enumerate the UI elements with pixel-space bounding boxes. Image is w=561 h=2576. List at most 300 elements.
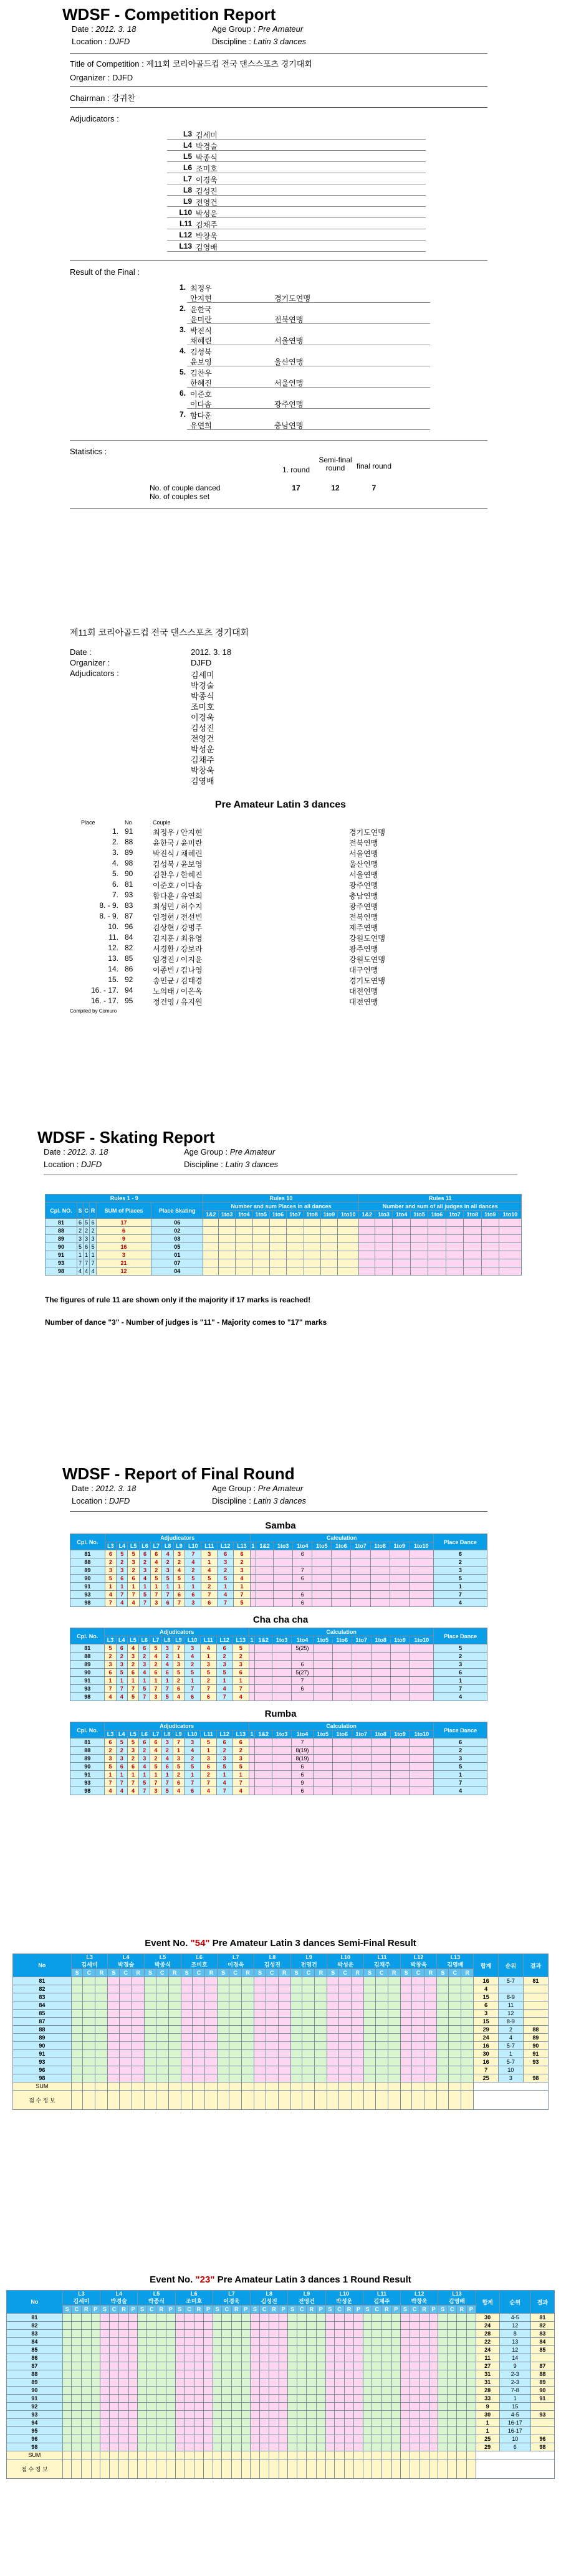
mark-cell bbox=[449, 2058, 461, 2066]
footer-cell bbox=[229, 2091, 242, 2110]
mark-cell bbox=[290, 2001, 302, 2010]
sum-places: 12 bbox=[96, 1267, 151, 1276]
rule11-cell bbox=[359, 1267, 375, 1276]
footer-cell bbox=[325, 2451, 335, 2459]
result-place: 3. bbox=[179, 325, 186, 334]
footer-cell bbox=[400, 2082, 412, 2091]
footer-cell bbox=[156, 2459, 166, 2479]
place-dance: 7 bbox=[433, 1591, 487, 1599]
footer-cell bbox=[278, 2091, 290, 2110]
mark-cell bbox=[204, 2378, 213, 2387]
mark-cell bbox=[352, 2058, 364, 2066]
mark-cell bbox=[352, 2001, 364, 2010]
calc-cell: 6 bbox=[292, 1771, 314, 1779]
rule11-cell bbox=[393, 1259, 410, 1267]
sum-places: 3 bbox=[96, 1251, 151, 1259]
mark-cell bbox=[400, 2058, 412, 2066]
judge-header: L6 bbox=[139, 1542, 150, 1550]
mark-cell bbox=[420, 2354, 429, 2362]
mark-cell bbox=[128, 2403, 138, 2411]
mark-cell bbox=[364, 1985, 376, 1993]
mark-cell bbox=[146, 2330, 156, 2338]
cpl-header: Cpl. No. bbox=[70, 1628, 105, 1644]
mark-cell bbox=[119, 2419, 129, 2427]
place-col-header: 1to6 bbox=[428, 1211, 446, 1219]
rule11-cell bbox=[499, 1235, 521, 1243]
mark-cell bbox=[168, 1977, 181, 1985]
mark-cell bbox=[71, 2074, 83, 2082]
judge-mark: 7 bbox=[173, 1644, 184, 1653]
mark-cell bbox=[241, 2403, 251, 2411]
mark-cell bbox=[109, 2427, 119, 2435]
result-cell bbox=[530, 2354, 554, 2362]
dance-col-header: S bbox=[71, 1969, 83, 1977]
ranking-club: 대전연맹 bbox=[349, 998, 378, 1006]
couple-no: 88 bbox=[7, 2370, 63, 2378]
mark-cell bbox=[185, 2387, 194, 2395]
rule11-cell bbox=[481, 1227, 499, 1235]
couple-no: 81 bbox=[7, 2314, 63, 2322]
mark-cell bbox=[100, 2435, 110, 2443]
judge-mark: 5 bbox=[185, 1575, 201, 1583]
mark-cell bbox=[288, 2338, 297, 2346]
mark-cell bbox=[344, 2395, 354, 2403]
footer-cell bbox=[307, 2459, 317, 2479]
mark-cell bbox=[325, 2435, 335, 2443]
ranking-place: 11. bbox=[108, 933, 118, 942]
mark-cell bbox=[410, 2354, 420, 2362]
judge-mark: 3 bbox=[105, 1661, 116, 1669]
mark-cell bbox=[269, 2346, 279, 2354]
mark-cell bbox=[242, 2001, 254, 2010]
rule11-cell bbox=[393, 1251, 410, 1259]
result-place: 6. bbox=[179, 389, 186, 398]
mark-cell bbox=[375, 1993, 388, 2001]
mark-cell bbox=[108, 1977, 120, 1985]
calc-cell bbox=[274, 1558, 293, 1567]
calc-cell bbox=[390, 1755, 410, 1763]
judge-mark: 1 bbox=[201, 1747, 216, 1755]
dance-header-row bbox=[70, 1534, 487, 1542]
dance-place: 1 bbox=[83, 1251, 89, 1259]
ranking-couple: 최정우 / 안지현 bbox=[153, 828, 203, 837]
mark-cell bbox=[279, 2330, 288, 2338]
mark-cell bbox=[352, 2010, 364, 2018]
place-header: Place Dance bbox=[434, 1722, 487, 1739]
mark-cell bbox=[241, 2346, 251, 2354]
mark-cell bbox=[461, 1985, 474, 1993]
dance-col-header: R bbox=[344, 2306, 354, 2314]
calc-col-header: 1to10 bbox=[410, 1730, 434, 1739]
mark-cell bbox=[175, 2314, 185, 2322]
judge-mark: 7 bbox=[216, 1693, 233, 1701]
mark-cell bbox=[120, 2066, 132, 2074]
mark-cell bbox=[297, 2427, 307, 2435]
calc-cell bbox=[352, 1787, 371, 1795]
result-partner: 이다솜 bbox=[190, 400, 212, 409]
calc-cell bbox=[272, 1644, 292, 1653]
rule11-cell bbox=[428, 1251, 446, 1259]
calc-cell: 6 bbox=[292, 1787, 314, 1795]
mark-cell bbox=[400, 2074, 412, 2082]
dance-col-header: R bbox=[231, 2306, 241, 2314]
mark-cell bbox=[213, 2354, 222, 2362]
calc-cell bbox=[274, 1550, 293, 1558]
judge-mark: 7 bbox=[173, 1599, 185, 1607]
rule11-cell bbox=[375, 1235, 392, 1243]
calculation-header: Calculation bbox=[250, 1534, 433, 1542]
mark-cell bbox=[344, 2443, 354, 2451]
dance-place: 3 bbox=[77, 1235, 84, 1243]
mark-cell bbox=[315, 1985, 327, 1993]
mark-cell bbox=[352, 1977, 364, 1985]
mark-cell bbox=[241, 2354, 251, 2362]
rule11-cell bbox=[464, 1267, 481, 1276]
mark-cell bbox=[120, 2018, 132, 2026]
dance-col-header: S bbox=[364, 1969, 376, 1977]
mark-cell bbox=[364, 1993, 376, 2001]
ranking-couple: 서경환 / 강보라 bbox=[153, 945, 203, 953]
footer-cell bbox=[120, 2091, 132, 2110]
ranking-place: 16. - 17. bbox=[90, 986, 118, 995]
sum-cell: 16 bbox=[474, 2058, 499, 2066]
dance-col-header: C bbox=[339, 1969, 352, 1977]
result-partner: 안지현 bbox=[190, 294, 212, 303]
mark-cell bbox=[83, 1985, 95, 1993]
calc-cell bbox=[370, 1567, 390, 1575]
sum-cell: 25 bbox=[476, 2435, 499, 2443]
judge-mark: 1 bbox=[185, 1677, 201, 1685]
mark-cell bbox=[132, 2018, 145, 2026]
place-cell: 8-9 bbox=[499, 1993, 524, 2001]
calc-cell bbox=[272, 1685, 292, 1693]
ranking-place: 1. bbox=[112, 827, 118, 836]
calc-col-header: 1to5 bbox=[313, 1636, 332, 1644]
dance-col-header: P bbox=[391, 2306, 401, 2314]
judge-mark: 6 bbox=[105, 1739, 116, 1747]
calc-cell bbox=[410, 1677, 434, 1685]
judge-header bbox=[175, 2291, 213, 2306]
round-row bbox=[7, 2338, 555, 2346]
final-title: Pre Amateur Latin 3 dances bbox=[214, 799, 347, 810]
skating-row bbox=[46, 1227, 522, 1235]
calc-cell bbox=[390, 1567, 409, 1575]
mark-cell bbox=[229, 2026, 242, 2034]
mark-cell bbox=[181, 2050, 193, 2058]
result-cell: 93 bbox=[530, 2411, 554, 2419]
judge-header bbox=[290, 1954, 327, 1969]
mark-cell bbox=[72, 2354, 82, 2362]
mark-cell bbox=[229, 1977, 242, 1985]
dance-col-header: R bbox=[381, 2306, 391, 2314]
calc-cell bbox=[250, 1583, 256, 1591]
result-cell bbox=[523, 2066, 548, 2074]
footer-spacer bbox=[476, 2459, 554, 2479]
mark-cell bbox=[156, 2338, 166, 2346]
judge-mark: 5 bbox=[201, 1739, 216, 1747]
mark-cell bbox=[132, 2010, 145, 2018]
footer-cell bbox=[327, 2091, 339, 2110]
sum-cell: 28 bbox=[476, 2387, 499, 2395]
calc-cell bbox=[371, 1677, 390, 1685]
result-partner: 한혜진 bbox=[190, 379, 212, 388]
mark-cell bbox=[194, 2322, 204, 2330]
rule10-cell bbox=[218, 1235, 235, 1243]
round-row bbox=[7, 2419, 555, 2427]
result-cell: 84 bbox=[530, 2338, 554, 2346]
footer-cell bbox=[372, 2451, 382, 2459]
footer-cell bbox=[168, 2082, 181, 2091]
calc-cell bbox=[332, 1653, 352, 1661]
judge-mark: 6 bbox=[233, 1669, 249, 1677]
rule10-cell bbox=[304, 1251, 320, 1259]
footer-cell bbox=[412, 2082, 424, 2091]
mark-cell bbox=[128, 2370, 138, 2378]
couple-no: 86 bbox=[7, 2354, 63, 2362]
place-col-header: 1&2 bbox=[359, 1211, 375, 1219]
couple-no: 95 bbox=[7, 2427, 63, 2435]
mark-cell bbox=[166, 2370, 176, 2378]
ranking-club: 서울연맹 bbox=[349, 871, 378, 879]
mark-cell bbox=[194, 2362, 204, 2370]
calc-cell bbox=[312, 1550, 332, 1558]
final-ranking-row bbox=[0, 933, 561, 943]
mark-cell bbox=[62, 2322, 72, 2330]
place-cell: 14 bbox=[499, 2354, 530, 2362]
judge-mark: 5 bbox=[185, 1669, 201, 1677]
mark-cell bbox=[438, 2435, 448, 2443]
divider bbox=[70, 86, 487, 87]
mark-cell bbox=[315, 2026, 327, 2034]
underline bbox=[187, 387, 430, 388]
footer-cell bbox=[420, 2451, 429, 2459]
mark-cell bbox=[410, 2387, 420, 2395]
mark-cell bbox=[307, 2330, 317, 2338]
mark-cell bbox=[145, 2066, 156, 2074]
mark-cell bbox=[156, 2362, 166, 2370]
mark-cell bbox=[457, 2354, 467, 2362]
judge-code: L11 bbox=[377, 1954, 387, 1960]
judge-mark: 5 bbox=[162, 1575, 173, 1583]
mark-cell bbox=[72, 2443, 82, 2451]
mark-cell bbox=[83, 2050, 95, 2058]
calc-cell bbox=[351, 1550, 370, 1558]
mark-cell bbox=[388, 2074, 400, 2082]
underline bbox=[167, 251, 426, 252]
footer-cell bbox=[449, 2091, 461, 2110]
cpl-no: 81 bbox=[46, 1219, 77, 1227]
mark-cell bbox=[156, 2042, 168, 2050]
mark-cell bbox=[166, 2330, 176, 2338]
calc-cell bbox=[249, 1685, 255, 1693]
mark-cell bbox=[138, 2378, 147, 2387]
adjudicator-row bbox=[0, 231, 561, 242]
calc-cell bbox=[255, 1669, 272, 1677]
stats-value: 7 bbox=[372, 484, 376, 492]
summary-adjudicator bbox=[0, 775, 561, 785]
mark-cell bbox=[119, 2435, 129, 2443]
mark-cell bbox=[242, 2026, 254, 2034]
dance-row bbox=[70, 1755, 487, 1763]
mark-cell bbox=[251, 2403, 260, 2411]
calc-col-header: 1to6 bbox=[332, 1636, 352, 1644]
mark-cell bbox=[447, 2419, 457, 2427]
mark-cell bbox=[344, 2314, 354, 2322]
calc-cell bbox=[371, 1739, 390, 1747]
place-cell: 12 bbox=[499, 2010, 524, 2018]
mark-cell bbox=[72, 2370, 82, 2378]
calc-col-header: 1to8 bbox=[370, 1542, 390, 1550]
mark-cell bbox=[388, 2001, 400, 2010]
mark-cell bbox=[175, 2330, 185, 2338]
mark-cell bbox=[81, 2378, 91, 2387]
dance-row bbox=[70, 1779, 487, 1787]
mark-cell bbox=[339, 2058, 352, 2066]
mark-cell bbox=[204, 2314, 213, 2322]
judge-mark: 1 bbox=[216, 1771, 233, 1779]
mark-cell bbox=[166, 2419, 176, 2427]
judge-code: L8 bbox=[269, 1954, 276, 1960]
mark-cell bbox=[128, 2330, 138, 2338]
mark-cell bbox=[354, 2427, 363, 2435]
calc-cell bbox=[312, 1591, 332, 1599]
mark-cell bbox=[175, 2322, 185, 2330]
mark-cell bbox=[269, 2387, 279, 2395]
mark-cell bbox=[259, 2378, 269, 2387]
mark-cell bbox=[213, 2330, 222, 2338]
dance-col-header: S bbox=[218, 1969, 229, 1977]
rule10-cell bbox=[287, 1243, 304, 1251]
summary-adjudicator-name: 김성진 bbox=[191, 723, 214, 733]
judge-mark: 6 bbox=[233, 1739, 249, 1747]
dance-place: 3 bbox=[90, 1235, 96, 1243]
mark-cell bbox=[354, 2443, 363, 2451]
calc-cell bbox=[332, 1661, 352, 1669]
mark-cell bbox=[119, 2395, 129, 2403]
mark-cell bbox=[375, 2058, 388, 2066]
mark-cell bbox=[72, 2395, 82, 2403]
calc-cell bbox=[274, 1599, 293, 1607]
mark-cell bbox=[72, 2378, 82, 2387]
mark-cell bbox=[449, 1977, 461, 1985]
mark-cell bbox=[401, 2435, 410, 2443]
judge-mark: 7 bbox=[116, 1779, 127, 1787]
adjudicator-row bbox=[0, 152, 561, 163]
calc-cell bbox=[410, 1685, 434, 1693]
mark-cell bbox=[344, 2330, 354, 2338]
calc-cell bbox=[390, 1575, 409, 1583]
judge-mark: 3 bbox=[161, 1739, 173, 1747]
mark-cell bbox=[381, 2322, 391, 2330]
rule11-cell bbox=[428, 1267, 446, 1276]
dance-row bbox=[70, 1669, 487, 1677]
divider bbox=[70, 440, 487, 441]
calc-cell bbox=[371, 1653, 390, 1661]
mark-cell bbox=[259, 2443, 269, 2451]
calc-cell bbox=[249, 1661, 255, 1669]
judge-mark: 3 bbox=[201, 1755, 216, 1763]
cpl-no: 89 bbox=[70, 1661, 105, 1669]
place-dance: 1 bbox=[434, 1677, 487, 1685]
judge-mark: 1 bbox=[234, 1583, 250, 1591]
footer-cell bbox=[193, 2091, 205, 2110]
mark-cell bbox=[315, 2058, 327, 2066]
judge-header: L12 bbox=[216, 1730, 233, 1739]
result-row bbox=[0, 368, 561, 389]
sum-cell: 30 bbox=[476, 2411, 499, 2419]
summary-adjudicator bbox=[0, 743, 561, 753]
mark-cell bbox=[166, 2387, 176, 2395]
dance-col-header: S bbox=[438, 2306, 448, 2314]
calc-cell bbox=[313, 1779, 332, 1787]
mark-cell bbox=[222, 2435, 232, 2443]
place-dance: 3 bbox=[433, 1567, 487, 1575]
calc-cell bbox=[390, 1693, 410, 1701]
mark-cell bbox=[391, 2330, 401, 2338]
mark-cell bbox=[259, 2435, 269, 2443]
mark-cell bbox=[120, 1977, 132, 1985]
footer-cell bbox=[100, 2451, 110, 2459]
mark-cell bbox=[251, 2322, 260, 2330]
mark-cell bbox=[145, 2026, 156, 2034]
judge-mark: 7 bbox=[162, 1591, 173, 1599]
mark-cell bbox=[269, 2403, 279, 2411]
mark-cell bbox=[241, 2395, 251, 2403]
judge-mark: 1 bbox=[150, 1771, 161, 1779]
mark-cell bbox=[138, 2411, 147, 2419]
mark-cell bbox=[194, 2419, 204, 2427]
judge-header bbox=[288, 2291, 325, 2306]
ranking-no: 88 bbox=[125, 837, 133, 846]
adjudicators-header: Adjudicators bbox=[105, 1722, 249, 1730]
title-prefix: Event No. bbox=[145, 1938, 191, 1949]
sum-cell: 11 bbox=[476, 2354, 499, 2362]
sum-cell: 30 bbox=[476, 2314, 499, 2322]
dance-row bbox=[70, 1677, 487, 1685]
mark-cell bbox=[437, 2010, 449, 2018]
mark-cell bbox=[447, 2411, 457, 2419]
dance-table bbox=[70, 1534, 487, 1607]
judge-header bbox=[327, 1954, 364, 1969]
mark-cell bbox=[193, 2034, 205, 2042]
mark-cell bbox=[83, 2018, 95, 2026]
place-dance: 2 bbox=[434, 1653, 487, 1661]
sum-places: 9 bbox=[96, 1235, 151, 1243]
judge-mark: 6 bbox=[151, 1550, 162, 1558]
sum-cell: 22 bbox=[476, 2338, 499, 2346]
mark-cell bbox=[327, 2026, 339, 2034]
footer-cell bbox=[339, 2082, 352, 2091]
mark-cell bbox=[109, 2346, 119, 2354]
calc-cell bbox=[352, 1747, 371, 1755]
underline bbox=[167, 195, 426, 196]
summary-date bbox=[0, 647, 561, 658]
calc-col-header: 1to4 bbox=[293, 1542, 312, 1550]
mark-cell bbox=[193, 2001, 205, 2010]
adjudicator-code: L10 bbox=[179, 208, 192, 217]
rule10-cell bbox=[320, 1251, 337, 1259]
footer-cell bbox=[297, 2451, 307, 2459]
mark-cell bbox=[166, 2362, 176, 2370]
dance-col-header: C bbox=[156, 1969, 168, 1977]
cpl-header: Cpl. No. bbox=[70, 1722, 105, 1739]
mark-cell bbox=[327, 2074, 339, 2082]
mark-cell bbox=[222, 2378, 232, 2387]
result-partner: 채혜린 bbox=[190, 336, 212, 345]
skating-meta-1 bbox=[0, 1147, 561, 1160]
judge-mark: 5 bbox=[173, 1669, 184, 1677]
mark-cell bbox=[138, 2435, 147, 2443]
